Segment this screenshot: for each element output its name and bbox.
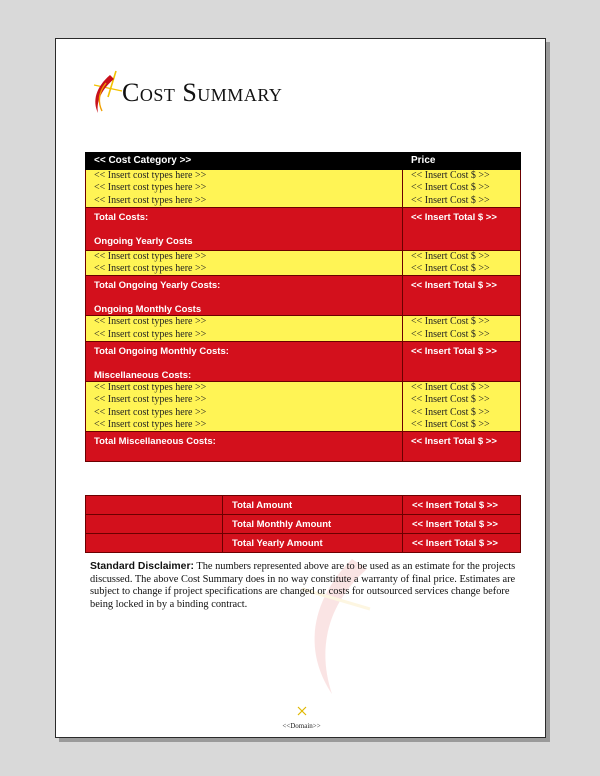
section-total-row (86, 276, 521, 316)
cost-type-text: << Insert cost types here >> (94, 194, 207, 206)
section-heading: Miscellaneous Costs: (94, 370, 192, 382)
totals-row (86, 534, 521, 553)
disclaimer-label: Standard Disclaimer: (90, 561, 194, 572)
section-total-label-cell (86, 342, 403, 382)
totals-value[interactable]: << Insert Total $ >> (403, 515, 521, 534)
section-heading: Ongoing Monthly Costs (94, 304, 202, 316)
cost-price-text: << Insert Cost $ >> (411, 418, 490, 430)
cost-type-text: << Insert cost types here >> (94, 263, 207, 275)
section-total-label: Total Costs: (94, 211, 149, 223)
section-total-label-cell (86, 276, 403, 316)
sparkle-icon (296, 705, 308, 717)
section-total-label: Total Ongoing Monthly Costs: (94, 346, 229, 358)
table-row (86, 250, 521, 276)
totals-row (86, 515, 521, 534)
totals-label: Total Yearly Amount (223, 534, 403, 553)
cost-price-cell[interactable] (403, 382, 521, 432)
cost-type-text: << Insert cost types here >> (94, 382, 207, 394)
header-price: Price (403, 153, 521, 170)
table-row (86, 316, 521, 342)
cost-price-text: << Insert Cost $ >> (411, 182, 490, 194)
section-total-row (86, 207, 521, 250)
cost-type-text: << Insert cost types here >> (94, 316, 207, 328)
cost-table (85, 152, 521, 462)
cost-price-text: << Insert Cost $ >> (411, 394, 490, 406)
cost-type-text: << Insert cost types here >> (94, 418, 207, 430)
cost-type-cell[interactable] (86, 382, 403, 432)
totals-row (86, 496, 521, 515)
header-cost-category: << Cost Category >> (86, 153, 403, 170)
footer-domain: <<Domain>> (282, 722, 321, 730)
cost-type-text: << Insert cost types here >> (94, 394, 207, 406)
cost-price-cell[interactable] (403, 170, 521, 208)
cost-type-text: << Insert cost types here >> (94, 182, 207, 194)
disclaimer-text: The numbers represented above are to be used as an estimate for the projects discussed. The above Cost Summary does in no way constitute a warranty of final price. Estimates are subject to change if project specifications are changed or costs for outsourced services change before being locked in by a binding contract. (90, 561, 516, 610)
section-total-label-cell (86, 207, 403, 250)
totals-table (85, 495, 521, 553)
totals-label: Total Amount (223, 496, 403, 515)
table-row (86, 170, 521, 208)
cost-price-cell[interactable] (403, 250, 521, 276)
cost-type-cell[interactable] (86, 170, 403, 208)
totals-spacer-cell (86, 496, 223, 515)
section-heading: Ongoing Yearly Costs (94, 235, 193, 247)
section-total-row (86, 432, 521, 462)
cost-type-cell[interactable] (86, 316, 403, 342)
cost-type-cell[interactable] (86, 250, 403, 276)
totals-value[interactable]: << Insert Total $ >> (403, 534, 521, 553)
cost-price-text: << Insert Cost $ >> (411, 250, 490, 262)
section-total-value[interactable]: << Insert Total $ >> (403, 432, 521, 462)
swoosh-logo-icon (86, 67, 126, 117)
section-total-label: Total Miscellaneous Costs: (86, 432, 403, 462)
table-header-row (86, 153, 521, 170)
cost-type-text: << Insert cost types here >> (94, 328, 207, 340)
totals-spacer-cell (86, 515, 223, 534)
totals-value[interactable]: << Insert Total $ >> (403, 496, 521, 515)
section-total-row (86, 342, 521, 382)
cost-price-cell[interactable] (403, 316, 521, 342)
totals-label: Total Monthly Amount (223, 515, 403, 534)
page-title: Cost Summary (122, 78, 283, 107)
cost-price-text: << Insert Cost $ >> (411, 263, 490, 275)
cost-type-text: << Insert cost types here >> (94, 170, 207, 181)
table-row (86, 382, 521, 432)
section-total-value[interactable]: << Insert Total $ >> (403, 342, 521, 382)
cost-price-text: << Insert Cost $ >> (411, 194, 490, 206)
section-total-label: Total Ongoing Yearly Costs: (94, 280, 221, 292)
standard-disclaimer (90, 561, 520, 611)
cost-price-text: << Insert Cost $ >> (411, 316, 490, 328)
section-total-value[interactable]: << Insert Total $ >> (403, 207, 521, 250)
document-page (55, 38, 546, 738)
cost-type-text: << Insert cost types here >> (94, 406, 207, 418)
cost-price-text: << Insert Cost $ >> (411, 170, 490, 181)
cost-type-text: << Insert cost types here >> (94, 250, 207, 262)
totals-spacer-cell (86, 534, 223, 553)
section-total-value[interactable]: << Insert Total $ >> (403, 276, 521, 316)
cost-price-text: << Insert Cost $ >> (411, 328, 490, 340)
cost-price-text: << Insert Cost $ >> (411, 406, 490, 418)
cost-price-text: << Insert Cost $ >> (411, 382, 490, 394)
